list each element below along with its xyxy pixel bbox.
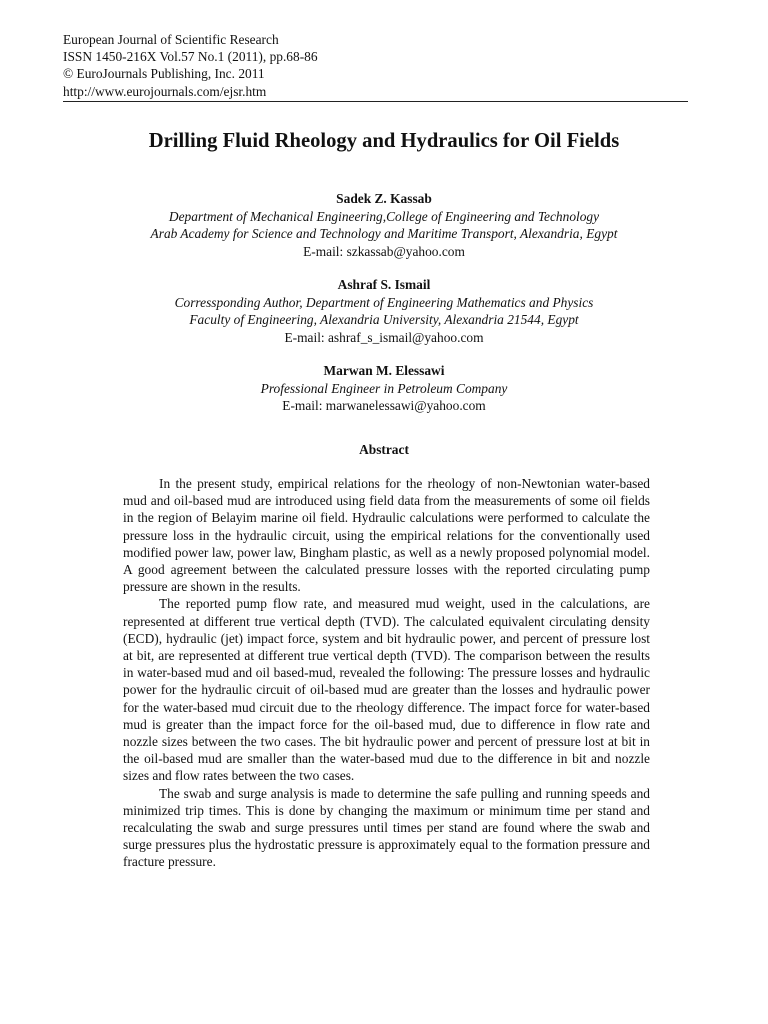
journal-name: European Journal of Scientific Research — [63, 32, 279, 47]
abstract-paragraph: The swab and surge analysis is made to determine the safe pulling and running speeds and minimized trip times. This is done by changing the maximum or minimum time per stand and recalculating the swab and surge pressures until times per stand are found where the swab and surge pressures plus the hydrostatic pressure is approximately equal to the formation pressure and fracture pressure. — [123, 785, 650, 870]
author-name: Sadek Z. Kassab — [336, 191, 432, 206]
author-name: Marwan M. Elessawi — [323, 363, 445, 378]
author-name: Ashraf S. Ismail — [337, 277, 431, 292]
header-divider — [63, 101, 688, 102]
abstract-body — [123, 475, 650, 871]
author-affiliation: Department of Mechanical Engineering,College of Engineering and Technology — [168, 208, 600, 224]
abstract-paragraph: The reported pump flow rate, and measured mud weight, used in the calculations, are represented at different true vertical depth (TVD). The calculated equivalent circulating density (ECD), hydraulic (jet) impact force, system and bit hydraulic power, and percent of pressure lost at bit, are represented at different true vertical depth (TVD). The comparison between the results in water-based mud and oil based-mud, revealed the following: The pressure losses and hydraulic power for the hydraulic circuit of oil-based mud are greater than the losses and hydraulic power for the water-based mud circuit due to the rheology difference. The impact force for water-based mud is greater than the impact force for the oil-based mud, due to difference in flow rate and nozzle sizes between the two cases. The bit hydraulic power and percent of pressure lost at bit in the oil-based mud are smaller than the water-based mud due to the difference in bit and nozzle sizes and flow rates between the two cases. — [123, 596, 650, 784]
journal-copyright: © EuroJournals Publishing, Inc. 2011 — [63, 66, 265, 82]
author-affiliation: Corressponding Author, Department of Engineering Mathematics and Physics — [174, 294, 594, 310]
author-affiliation: Arab Academy for Science and Technology and Maritime Transport, Alexandria, Egypt — [150, 226, 618, 241]
author-affiliation: Professional Engineer in Petroleum Company — [260, 380, 508, 396]
abstract-heading: Abstract — [359, 442, 409, 457]
journal-header — [63, 31, 318, 100]
journal-url: http://www.eurojournals.com/ejsr.htm — [63, 83, 267, 99]
author-block — [0, 276, 768, 346]
author-email: E-mail: ashraf_s_ismail@yahoo.com — [284, 329, 484, 345]
paper-title: Drilling Fluid Rheology and Hydraulics for Oil Fields — [148, 130, 620, 152]
author-affiliation: Faculty of Engineering, Alexandria University, Alexandria 21544, Egypt — [189, 312, 579, 327]
author-block — [0, 362, 768, 415]
author-email: E-mail: marwanelessawi@yahoo.com — [282, 398, 486, 413]
abstract-paragraph: In the present study, empirical relations for the rheology of non-Newtonian water-based mud and oil-based mud are introduced using field data from the measurements of some oil fields in the region of Belayim marine oil field. Hydraulic calculations were performed to calculate the pressure loss in the hydraulic circuit, using the empirical relations for the conventionally used modified power law, power law, Bingham plastic, as well as a newly proposed polynomial model. A good agreement between the calculated pressure losses with the reported circulating pump pressure are shown in the results. — [123, 476, 650, 595]
author-email: E-mail: szkassab@yahoo.com — [303, 243, 465, 259]
author-block — [0, 190, 768, 260]
journal-issn: ISSN 1450-216X Vol.57 No.1 (2011), pp.68-86 — [63, 49, 318, 65]
